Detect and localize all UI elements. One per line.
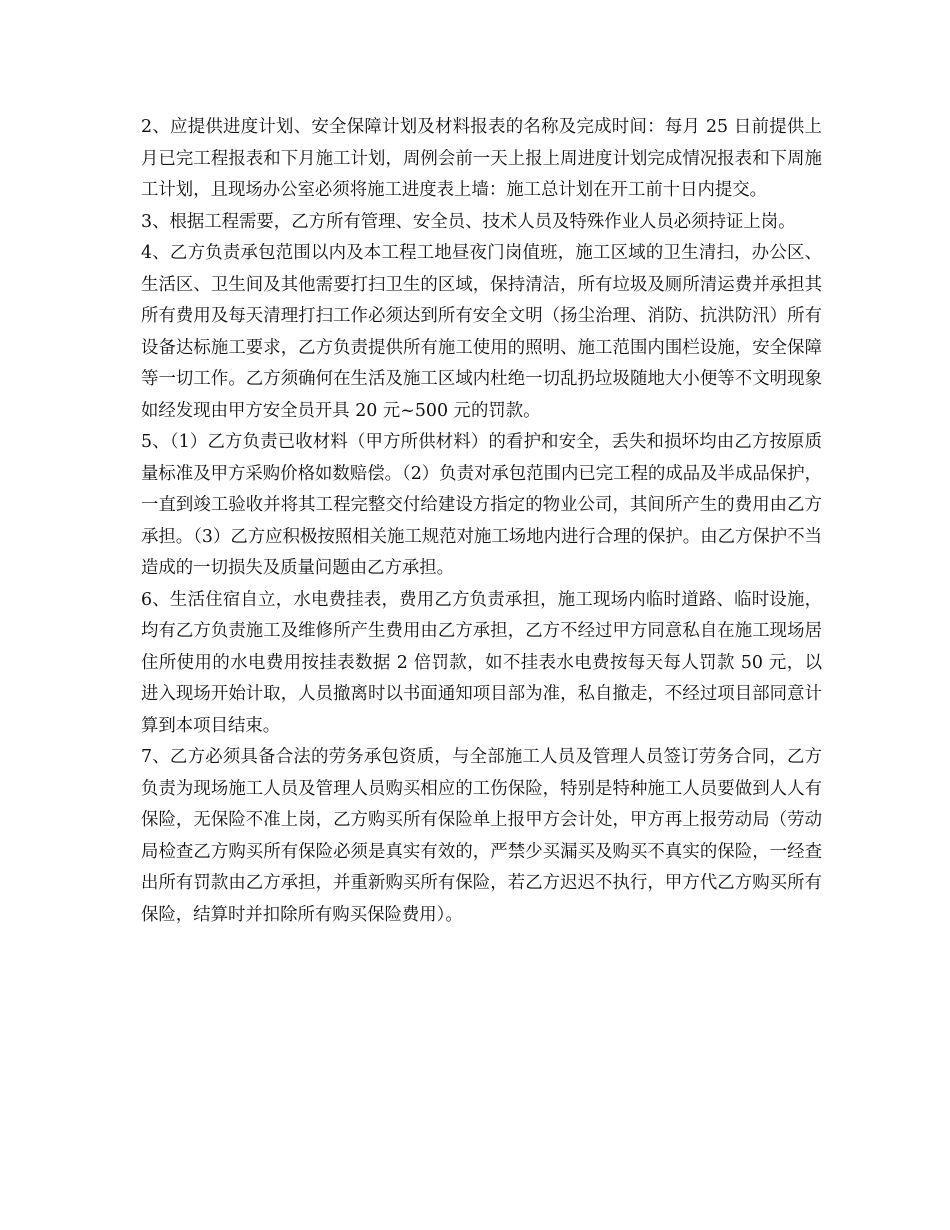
clause-4-paragraph: 4、乙方负责承包范围以内及本工程工地昼夜门岗值班，施工区域的卫生清扫，办公区、生活区、卫生间及其他需要打扫卫生的区域，保持清洁，所有垃圾及厕所清运费并承担其所有费用及每天清理打扫工作必须达到所有安全文明（扬尘治理、消防、抗洪防汛）所有设备达标施工要求，乙方负责提供所有施工使用的照明、施工范围内围栏设施，安全保障等一切工作。乙方须确何在生活及施工区域内杜绝一切乱扔垃圾随地大小便等不文明现象如经发现由甲方安全员开具 20 元~500 元的罚款。 xyxy=(141,243,822,421)
clause-7-paragraph: 7、乙方必须具备合法的劳务承包资质，与全部施工人员及管理人员签订劳务合同，乙方负责为现场施工人员及管理人员购买相应的工伤保险，特别是特种施工人员要做到人人有保险，无保险不准上岗，乙方购买所有保险单上报甲方会计处，甲方再上报劳动局（劳动局检查乙方购买所有保险必须是真实有效的，严禁少买漏买及购买不真实的保险，一经查出所有罚款由乙方承担，并重新购买所有保险，若乙方迟迟不执行，甲方代乙方购买所有保险，结算时并扣除所有购买保险费用）。 xyxy=(141,747,822,925)
clause-5-paragraph: 5、（1）乙方负责已收材料（甲方所供材料）的看护和安全，丢失和损坏均由乙方按原质量标准及甲方采购价格如数赔偿。（2）负责对承包范围内已完工程的成品及半成品保护，一直到竣工验收并将其工程完整交付给建设方指定的物业公司，其间所产生的费用由乙方承担。（3）乙方应积极按照相关施工规范对施工场地内进行合理的保护。由乙方保护不当造成的一切损失及质量问题由乙方承担。 xyxy=(141,432,822,578)
document-body xyxy=(141,112,822,931)
clause-3-paragraph: 3、根据工程需要，乙方所有管理、安全员、技术人员及特殊作业人员必须持证上岗。 xyxy=(141,211,796,232)
clause-2-paragraph: 2、应提供进度计划、安全保障计划及材料报表的名称及完成时间：每月 25 日前提供上月已完工程报表和下月施工计划，周例会前一天上报上周进度计划完成情况报表和下周施工计划，且现场办公室必须将施工进度表上墙：施工总计划在开工前十日内提交。 xyxy=(141,117,822,200)
clause-6-paragraph: 6、生活住宿自立，水电费挂表，费用乙方负责承担，施工现场内临时道路、临时设施，均有乙方负责施工及维修所产生费用由乙方承担，乙方不经过甲方同意私自在施工现场居住所使用的水电费用按挂表数据 2 倍罚款，如不挂表水电费按每天每人罚款 50 元，以进入现场开始计取，人员撤离时以书面通知项目部为准，私自撤走，不经过项目部同意计算到本项目结束。 xyxy=(141,589,822,736)
